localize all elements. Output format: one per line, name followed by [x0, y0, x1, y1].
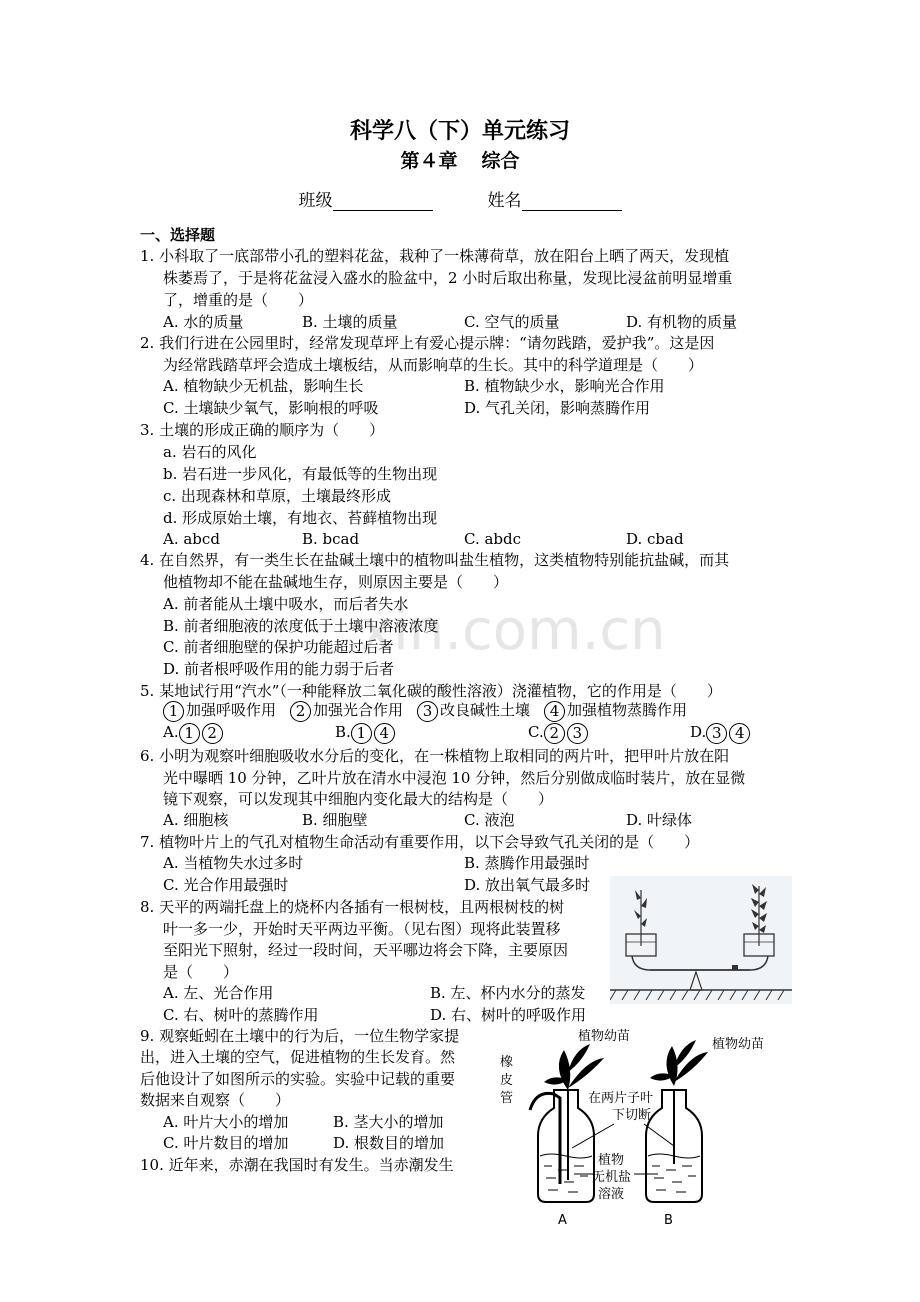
q3-step-d: d. 形成原始土壤，有地衣、苔藓植物出现 [163, 509, 438, 527]
q4-option-b[interactable]: B. 前者细胞液的浓度低于土壤中溶液浓度 [163, 617, 439, 635]
q1-option-a[interactable]: A. 水的质量 [163, 313, 244, 331]
q2-option-c[interactable]: C. 土壤缺少氧气，影响根的呼吸 [163, 399, 379, 417]
class-label: 班级 [298, 191, 333, 211]
q5-num-1: 1 [163, 701, 184, 722]
q4-line-1: 4. 在自然界，有一类生长在盐碱土壤中的植物叫盐生植物，这类植物特别能抗盐碱，而其 [140, 551, 730, 569]
q5-option-d[interactable] [690, 722, 752, 744]
q5-option-b[interactable] [335, 722, 397, 744]
q8-option-c[interactable]: C. 右、树叶的蒸腾作用 [163, 1006, 319, 1024]
q5-num-4: 4 [544, 701, 565, 722]
q6-option-c[interactable]: C. 液泡 [464, 811, 515, 829]
q5-option-b-num-4: 4 [374, 723, 395, 744]
q8-line-3: 至阳光下照射，经过一段时间，天平哪边将会下降，主要原因 [163, 941, 569, 959]
q3-option-d[interactable]: D. cbad [626, 530, 684, 548]
page-title: 科学八（下）单元练习 [349, 119, 570, 144]
q5-option-a[interactable] [163, 722, 225, 744]
q1-line-1: 1. 小科取了一底部带小孔的塑料花盆，栽种了一株薄荷草，放在阳台上晒了两天，发现植 [140, 247, 730, 265]
q6-line-3: 镜下观察，可以发现其中细胞内变化最大的结构是（ ） [163, 790, 554, 808]
rubber-tube [530, 1093, 560, 1184]
q5-statement-3: 改良碱性土壤 [440, 701, 531, 719]
q5-option-b-num-1: 1 [351, 723, 372, 744]
q1-line-3: 了，增重的是（ ） [163, 291, 314, 309]
q6-option-a[interactable]: A. 细胞核 [163, 811, 229, 829]
cut-label-1: 在两片子叶 [588, 1091, 654, 1106]
q3-step-a: a. 岩石的风化 [163, 443, 257, 461]
seedling-label-right: 植物幼苗 [712, 1037, 765, 1052]
q5-option-d-num-3: 3 [706, 723, 727, 744]
q4-option-c[interactable]: C. 前者细胞壁的保护功能超过后者 [163, 638, 394, 656]
q5-statement-2: 加强光合作用 [313, 701, 404, 719]
q2-line-2: 为经常践踏草坪会造成土壤板结，从而影响草的生长。其中的科学道理是（ ） [163, 356, 704, 374]
q1-option-b[interactable]: B. 土壤的质量 [302, 313, 398, 331]
q9-line-2: 出，进入土壤的空气，促进植物的生长发育。然 [140, 1048, 456, 1066]
q7-option-d[interactable]: D. 放出氧气最多时 [464, 876, 591, 894]
q5-option-a-num-2: 2 [202, 723, 223, 744]
q4-line-2: 他植物却不能在盐碱地生存，则原因主要是（ ） [163, 573, 509, 591]
q8-line-2: 叶一多一少，开始时天平两边平衡。（见右图）现将此装置移 [163, 920, 561, 938]
chapter-number: 第４章 [400, 150, 458, 172]
q5-option-c-num-2: 2 [544, 723, 565, 744]
q2-option-d[interactable]: D. 气孔关闭，影响蒸腾作用 [464, 399, 651, 417]
q2-option-a[interactable]: A. 植物缺少无机盐，影响生长 [163, 377, 364, 395]
q5-statement-4: 加强植物蒸腾作用 [567, 701, 688, 719]
q1-option-d[interactable]: D. 有机物的质量 [626, 313, 738, 331]
q4-option-d[interactable]: D. 前者根呼吸作用的能力弱于后者 [163, 660, 395, 678]
q2-option-b[interactable]: B. 植物缺少水，影响光合作用 [464, 377, 665, 395]
q4-option-a[interactable]: A. 前者能从土壤中吸水，而后者失水 [163, 595, 409, 613]
q3-option-c[interactable]: C. abdc [464, 530, 522, 548]
student-info-row [0, 186, 920, 211]
q9-line-1: 9. 观察蚯蚓在土壤中的行为后，一位生物学家提 [140, 1027, 460, 1045]
q9-option-d[interactable]: D. 根数目的增加 [333, 1134, 445, 1152]
section-title: 一、选择题 [140, 226, 216, 244]
q8-line-1: 8. 天平的两端托盘上的烧杯内各插有一根树枝，且两根树枝的树 [140, 898, 565, 916]
q9-option-b[interactable]: B. 茎大小的增加 [333, 1113, 444, 1131]
q5-option-c-num-3: 3 [567, 723, 588, 744]
watermark: xin.com.cn [360, 598, 666, 663]
q9-line-3: 后他设计了如图所示的实验。实验中记载的重要 [140, 1070, 456, 1088]
bottle-a-label: A [558, 1213, 567, 1228]
tube-label-2: 皮 [500, 1073, 514, 1088]
tube-label-3: 管 [500, 1091, 514, 1106]
q9-line-4: 数据来自观察（ ） [140, 1091, 291, 1109]
q1-line-2: 株萎焉了，于是将花盆浸入盛水的脸盆中，2 小时后取出称量，发现比浸盆前明显增重 [163, 269, 733, 287]
class-blank[interactable] [333, 194, 433, 211]
q9-option-c[interactable]: C. 叶片数目的增加 [163, 1134, 289, 1152]
q5-num-2: 2 [290, 701, 311, 722]
q7-line-1: 7. 植物叶片上的气孔对植物生命活动有重要作用，以下会导致气孔关闭的是（ ） [140, 833, 700, 851]
solution-label-2: 无机盐 [592, 1170, 632, 1185]
seedling-label-left: 植物幼苗 [578, 1029, 631, 1044]
solution-label-1: 植物 [598, 1153, 625, 1168]
q5-option-c-label: C. [528, 723, 544, 741]
q8-line-4: 是（ ） [163, 963, 239, 981]
q5-statements [163, 700, 687, 722]
name-blank[interactable] [522, 194, 622, 211]
q5-option-a-num-1: 1 [179, 723, 200, 744]
q9-option-a[interactable]: A. 叶片大小的增加 [163, 1113, 289, 1131]
cut-label-2: 下切断 [612, 1108, 652, 1123]
bottle-b-label: B [664, 1213, 673, 1228]
q5-option-c[interactable] [528, 722, 590, 744]
q3-option-b[interactable]: B. bcad [302, 530, 360, 548]
q6-line-1: 6. 小明为观察叶细胞吸收水分后的变化，在一株植物上取相同的两片叶，把甲叶片放在阳 [140, 747, 730, 765]
q8-option-a[interactable]: A. 左、光合作用 [163, 984, 274, 1002]
q3-option-a[interactable]: A. abcd [163, 530, 220, 548]
balance-figure [610, 876, 792, 1004]
q7-option-a[interactable]: A. 当植物失水过多时 [163, 854, 304, 872]
q7-option-b[interactable]: B. 蒸腾作用最强时 [464, 854, 590, 872]
q5-num-3: 3 [417, 701, 438, 722]
q3-step-c: c. 出现森林和草原，土壤最终形成 [163, 487, 391, 505]
q8-option-d[interactable]: D. 右、树叶的呼吸作用 [430, 1006, 587, 1024]
q3-step-b: b. 岩石进一步风化，有最低等的生物出现 [163, 465, 438, 483]
q6-option-d[interactable]: D. 叶绿体 [626, 811, 693, 829]
q5-statement-1: 加强呼吸作用 [186, 701, 277, 719]
seedling-experiment-figure [494, 1024, 784, 1230]
bottle-a [538, 1090, 594, 1202]
q3-line-1: 3. 土壤的形成正确的顺序为（ ） [140, 421, 385, 439]
q6-line-2: 光中曝晒 10 分钟，乙叶片放在清水中浸泡 10 分钟，然后分别做成临时装片，放在显微 [163, 769, 746, 787]
chapter-topic: 综合 [481, 150, 520, 172]
q8-option-b[interactable]: B. 左、杯内水分的蒸发 [430, 984, 586, 1002]
q6-option-b[interactable]: B. 细胞壁 [302, 811, 368, 829]
solution-label-3: 溶液 [598, 1187, 625, 1202]
chapter-heading [0, 146, 920, 173]
tube-label-1: 橡 [500, 1055, 514, 1070]
q10-line-1: 10. 近年来，赤潮在我国时有发生。当赤潮发生 [140, 1156, 454, 1174]
q5-option-b-label: B. [335, 723, 351, 741]
q7-option-c[interactable]: C. 光合作用最强时 [163, 876, 289, 894]
q5-option-d-label: D. [690, 723, 707, 741]
q1-option-c[interactable]: C. 空气的质量 [464, 313, 560, 331]
name-label: 姓名 [487, 191, 522, 211]
q2-line-1: 2. 我们行进在公园里时，经常发现草坪上有爱心提示牌：“请勿践踏，爱护我”。这是因 [140, 334, 715, 352]
q5-line-1: 5. 某地试行用“汽水”（一种能释放二氧化碳的酸性溶液）浇灌植物，它的作用是（ ） [140, 682, 722, 700]
q5-option-d-num-4: 4 [729, 723, 750, 744]
q5-option-a-label: A. [163, 723, 179, 741]
